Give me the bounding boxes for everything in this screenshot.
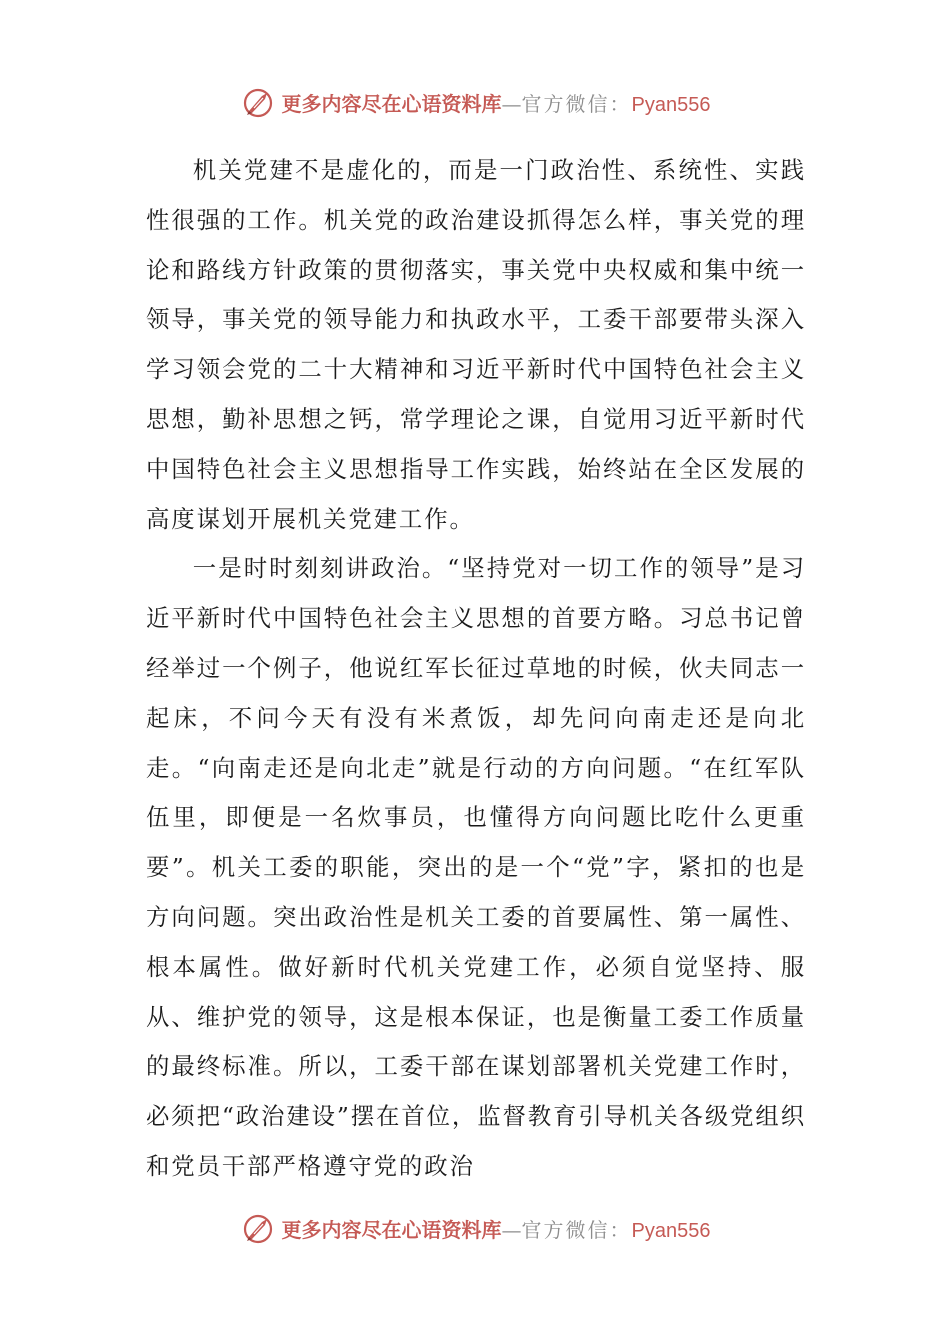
banner-wechat-id: Pyan556	[631, 1219, 711, 1242]
pen-nib-icon	[240, 1210, 276, 1246]
paragraph-2: 一是时时刻刻讲政治。“坚持党对一切工作的领导”是习近平新时代中国特色社会主义思想的首要方略。习总书记曾经举过一个例子，他说红军长征过草地的时候，伙夫同志一起床，不问今天有没有米煮饭，却先问向南走还是向北走。“向南走还是向北走”就是行动的方向问题。“在红军队伍里，即便是一名炊事员，也懂得方向问题比吃什么更重要”。机关工委的职能，突出的是一个“党”字，紧扣的也是方向问题。突出政治性是机关工委的首要属性、第一属性、根本属性。做好新时代机关党建工作，必须自觉坚持、服从、维护党的领导，这是根本保证，也是衡量工委工作质量的最终标准。所以，工委干部在谋划部署机关党建工作时，必须把“政治建设”摆在首位，监督教育引导机关各级党组织和党员干部严格遵守党的政治	[146, 554, 806, 1180]
header-banner	[0, 82, 950, 122]
banner-main-text: 更多内容尽在心语资料库	[281, 1217, 502, 1242]
banner-text	[282, 1214, 711, 1243]
paragraph-1: 机关党建不是虚化的，而是一门政治性、系统性、实践性很强的工作。机关党的政治建设抓得怎么样，事关党的理论和路线方针政策的贯彻落实，事关党中央权威和集中统一领导，事关党的领导能力和执政水平，工委干部要带头深入学习领会党的二十大精神和习近平新时代中国特色社会主义思想，勤补思想之钙，常学理论之课，自觉用习近平新时代中国特色社会主义思想指导工作实践，始终站在全区发展的高度谋划开展机关党建工作。	[146, 156, 806, 533]
footer-banner	[0, 1208, 950, 1248]
banner-sub-text: 官方微信：	[521, 91, 632, 116]
document-body	[146, 146, 806, 1192]
pen-nib-icon	[240, 84, 276, 120]
banner-main-text: 更多内容尽在心语资料库	[281, 91, 502, 116]
banner-separator: —	[501, 1217, 522, 1242]
banner-separator: —	[501, 91, 522, 116]
banner-sub-text: 官方微信：	[521, 1217, 632, 1242]
banner-wechat-id: Pyan556	[631, 93, 711, 116]
banner-text	[282, 88, 711, 117]
